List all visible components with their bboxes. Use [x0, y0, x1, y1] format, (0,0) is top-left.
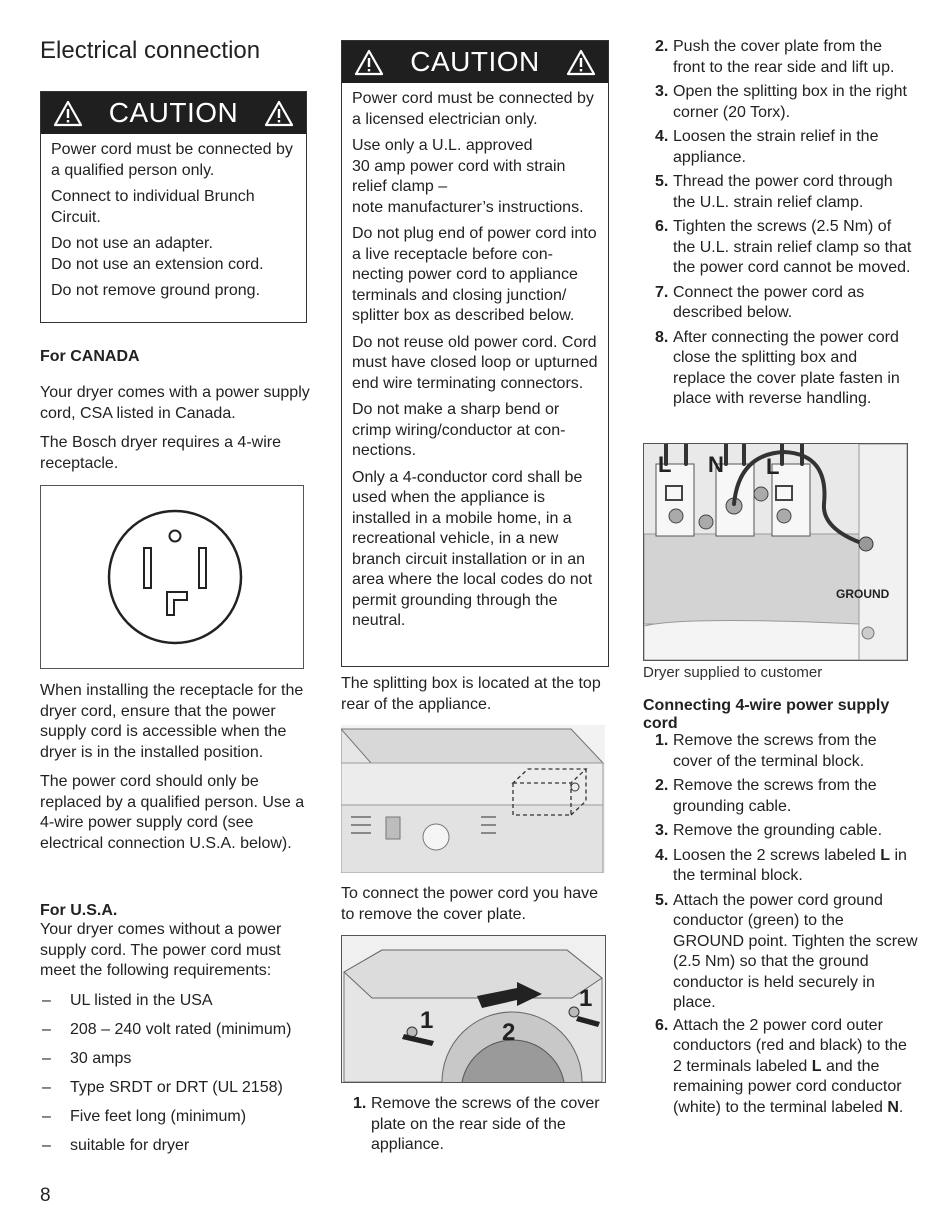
step-number: 3. — [655, 822, 669, 839]
caution-line: Power cord must be connected by a qualified person only. — [51, 141, 293, 179]
splitting-box-text: The splitting box is located at the top rear of the appliance. — [341, 675, 601, 713]
step-number: 4. — [655, 846, 669, 864]
canada-heading: For CANADA — [40, 348, 140, 365]
caution-line: Do not plug end of power cord into a live receptacle before con-necting power cord to appliance terminals and closing junction/ splitter box as described below. — [352, 225, 597, 324]
step-1-block — [341, 1094, 609, 1160]
step-text-end: . — [898, 1098, 904, 1116]
list-item — [643, 821, 918, 842]
step-number: 6. — [655, 1016, 669, 1034]
usa-heading: For U.S.A. — [40, 902, 118, 919]
step-number: 7. — [655, 283, 669, 301]
list-item: – Five feet long (minimum) — [40, 1107, 310, 1128]
step-text: Remove the grounding cable. — [673, 822, 883, 839]
page-number: 8 — [40, 1185, 51, 1206]
list-item: – Type SRDT or DRT (UL 2158) — [40, 1078, 310, 1099]
warning-triangle-icon — [354, 49, 384, 76]
paragraph: Your dryer comes with a power supply cord, CSA listed in Canada. — [40, 384, 310, 422]
step-text-after: in the terminal block. — [673, 846, 907, 884]
step-text: Attach the power cord ground conductor (green) to the GROUND point. Tighten the screw (2.5 Nm) so that the ground conductor is held securely in place. — [673, 891, 918, 1011]
cover-plate-removal-illustration — [342, 936, 605, 1082]
caution-line: Only a 4-conductor cord shall be used when the appliance is installed in a mobile home, in a recreational vehicle, in a new branch circuit installation or in an area where the local codes do not permit grounding through the neutral. — [352, 468, 593, 629]
receptacle-figure — [40, 485, 304, 669]
paragraph: When installing the receptacle for the dryer cord, ensure that the power supply cord is accessible when the dryer is in the installed position. — [40, 682, 304, 761]
list-item — [341, 1094, 609, 1156]
caution-line: Do not make a sharp bend or crimp wiring/conductor at con-nections. — [352, 401, 566, 459]
list-item — [643, 328, 913, 410]
step-text: After connecting the power cord close the splitting box and replace the cover plate fasten in place with reverse handling. — [673, 328, 900, 407]
step-text: Loosen the 2 screws labeled — [673, 846, 881, 864]
warning-triangle-icon — [264, 100, 294, 127]
step-text: Open the splitting box in the right corner (20 Torx). — [673, 83, 907, 121]
terminal-label-l1: L — [658, 452, 672, 477]
step-number: 4. — [655, 128, 669, 145]
step-text: Remove the screws from the cover of the terminal block. — [673, 732, 877, 770]
fig-label-2: 2 — [502, 1019, 516, 1046]
caution-line: Do not remove ground prong. — [51, 282, 261, 299]
list-item — [643, 82, 913, 123]
caution-label: CAUTION — [410, 45, 540, 77]
warning-triangle-icon — [53, 100, 83, 127]
four-wire-heading: Connecting 4-wire power supply cord — [643, 697, 890, 732]
list-item — [643, 776, 918, 817]
step-text: Attach the 2 power cord outer conductors (red and black) to the 2 terminals labeled — [673, 1016, 907, 1075]
terminal-block-illustration — [644, 444, 907, 660]
step-number: 2. — [655, 38, 669, 55]
terminal-block-figure — [643, 443, 908, 661]
requirements-list — [40, 991, 310, 1157]
step-text: Push the cover plate from the front to the rear side and lift up. — [673, 38, 895, 76]
usa-intro: Your dryer comes without a power supply cord. The power cord must meet the following requirements: — [40, 921, 282, 979]
usa-section — [40, 902, 310, 1165]
caution-line: Do not use an adapter. Do not use an extension cord. — [51, 235, 264, 273]
fig-label-1-left: 1 — [420, 1007, 434, 1034]
list-item — [643, 127, 913, 168]
step-text: Loosen the strain relief in the appliance. — [673, 128, 879, 166]
caution-label: CAUTION — [108, 96, 239, 128]
page-title: Electrical connection — [40, 37, 261, 64]
dryer-top-figure — [341, 725, 605, 873]
list-item — [643, 1016, 918, 1119]
paragraph: The Bosch dryer requires a 4-wire receptacle. — [40, 434, 281, 472]
step-number: 2. — [655, 777, 669, 794]
caution-line: Do not reuse old power cord. Cord must have closed loop or upturned end wire terminating connectors. — [352, 333, 598, 392]
list-item — [643, 217, 913, 279]
list-item: – 208 – 240 volt rated (minimum) — [40, 1020, 310, 1041]
caution-header — [342, 41, 608, 83]
step-text: Remove the screws of the cover plate on the rear side of the appliance. — [371, 1095, 600, 1153]
warning-triangle-icon — [566, 49, 596, 76]
cover-plate-figure — [341, 935, 606, 1083]
step-number: 3. — [655, 83, 669, 100]
cover-plate-text: To connect the power cord you have to remove the cover plate. — [341, 885, 599, 923]
caution-line: Connect to individual Brunch Circuit. — [51, 188, 255, 226]
terminal-n-label: N — [887, 1098, 899, 1116]
step-text: Thread the power cord through the U.L. strain relief clamp. — [673, 173, 893, 211]
step-number: 5. — [655, 173, 669, 190]
dryer-splitting-box-illustration — [341, 725, 605, 873]
step-number: 5. — [655, 891, 669, 909]
canada-text — [40, 383, 310, 483]
four-wire-steps — [643, 731, 918, 1122]
canada-text-2 — [40, 681, 310, 863]
list-item — [643, 731, 918, 772]
list-item — [643, 846, 918, 887]
step-number: 1. — [353, 1095, 367, 1112]
ground-label: GROUND — [836, 587, 890, 601]
terminal-l-label: L — [811, 1057, 822, 1075]
step-text: Remove the screws from the grounding cable. — [673, 777, 877, 815]
caution-header — [41, 92, 306, 134]
list-item — [643, 283, 913, 324]
list-item — [643, 172, 913, 213]
terminal-label-l2: L — [766, 454, 780, 479]
caution-box-left — [40, 91, 307, 323]
terminal-label-n: N — [708, 452, 724, 477]
fig-label-1-right: 1 — [579, 985, 593, 1012]
terminal-l-label: L — [880, 846, 891, 864]
caution-line: Power cord must be connected by a licensed electrician only. — [352, 90, 594, 128]
paragraph: The power cord should only be replaced by a qualified person. Use a 4-wire power supply cord (see electrical connection U.S.A. below). — [40, 773, 305, 852]
step-number: 8. — [655, 328, 669, 346]
list-item — [643, 891, 918, 1014]
list-item — [643, 37, 913, 78]
right-steps — [643, 37, 913, 414]
list-item: – suitable for dryer — [40, 1136, 310, 1157]
figure-caption: Dryer supplied to customer — [643, 664, 823, 681]
list-item: – UL listed in the USA — [40, 991, 310, 1012]
step-number: 6. — [655, 218, 669, 235]
step-text-after: and the remaining power cord conductor (white) to the terminal labeled — [673, 1057, 902, 1116]
list-item: – 30 amps — [40, 1049, 310, 1070]
step-number: 1. — [655, 732, 669, 749]
caution-box-middle — [341, 40, 609, 667]
step-text: Connect the power cord as described below. — [673, 283, 865, 321]
receptacle-4-wire-icon — [41, 486, 303, 668]
step-text: Tighten the screws (2.5 Nm) of the U.L. strain relief clamp so that the power cord cannot be moved. — [673, 218, 912, 276]
caution-line: Use only a U.L. approved 30 amp power cord with strain relief clamp – note manufacturer’s instructions. — [352, 137, 584, 216]
